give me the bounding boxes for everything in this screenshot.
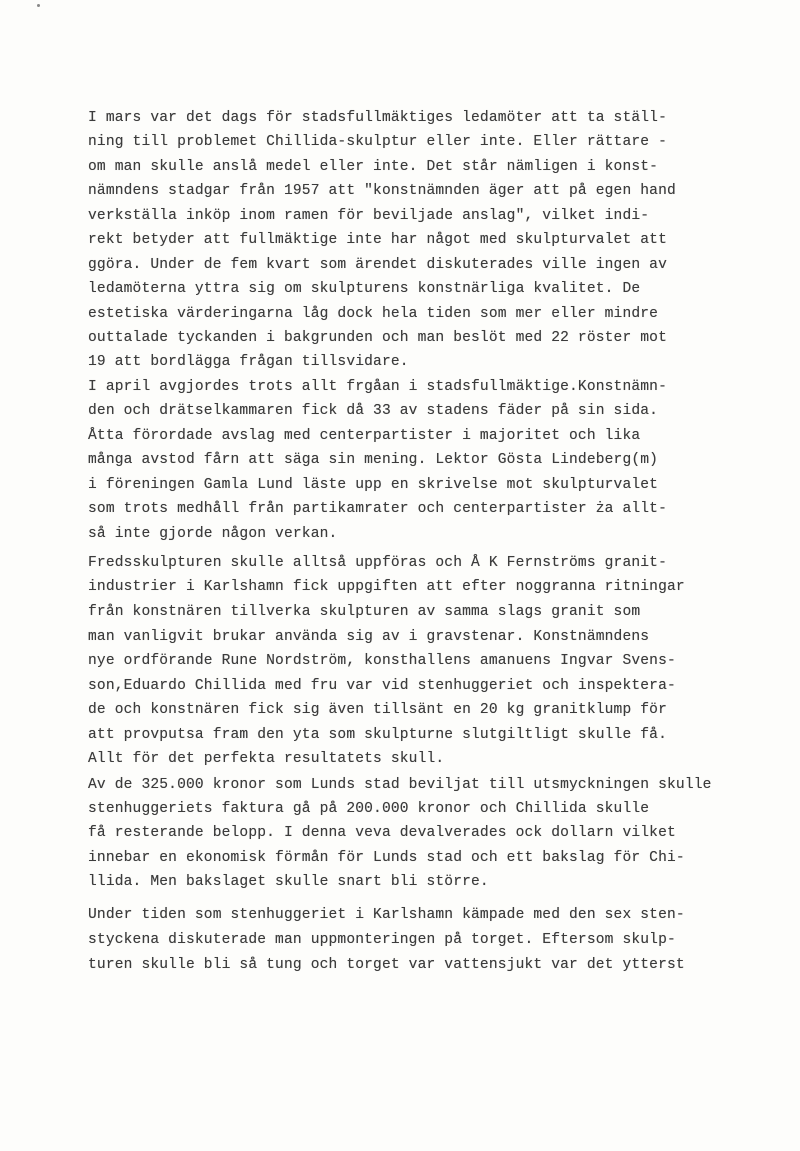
text-line: nämndens stadgar från 1957 att "konstnämnden äger att på egen hand: [88, 183, 676, 199]
text-line: om man skulle anslå medel eller inte. Det står nämligen i konst-: [88, 159, 659, 175]
text-line: Av de 325.000 kronor som Lunds stad beviljat till utsmyckningen skulle: [88, 777, 712, 793]
text-line: de och konstnären fick sig även tillsänt en 20 kg granitklump för: [88, 702, 667, 718]
text-line: ning till problemet Chillida-skulptur eller inte. Eller rättare -: [88, 134, 667, 150]
text-line: i föreningen Gamla Lund läste upp en skrivelse mot skulpturvalet: [88, 477, 659, 493]
text-line: turen skulle bli så tung och torget var vattensjukt var det ytterst: [88, 957, 685, 973]
text-line: man vanligvit brukar använda sig av i gravstenar. Konstnämndens: [88, 629, 650, 645]
text-line: verkställa inköp inom ramen för beviljade anslag", vilket indi-: [88, 208, 650, 224]
text-line: så inte gjorde någon verkan.: [88, 526, 338, 542]
paper-speck: [37, 4, 40, 7]
text-line: industrier i Karlshamn fick uppgiften att efter noggranna ritningar: [88, 579, 685, 595]
text-line: outtalade tyckanden i bakgrunden och man beslöt med 22 röster mot: [88, 330, 667, 346]
text-line: rekt betyder att fullmäktige inte har något med skulpturvalet att: [88, 232, 667, 248]
text-line: ledamöterna yttra sig om skulpturens konstnärliga kvalitet. De: [88, 281, 641, 297]
text-line: son,Eduardo Chillida med fru var vid stenhuggeriet och inspektera-: [88, 678, 676, 694]
text-line: nye ordförande Rune Nordström, konsthallens amanuens Ingvar Svens-: [88, 653, 676, 669]
text-line: I april avgjordes trots allt frgåan i stadsfullmäktige.Konstnämn-: [88, 379, 667, 395]
text-line: Fredsskulpturen skulle alltså uppföras och Å K Fernströms granit-: [88, 555, 667, 571]
text-line: få resterande belopp. I denna veva devalverades ock dollarn vilket: [88, 825, 676, 841]
text-line: den och drätselkammaren fick då 33 av stadens fäder på sin sida.: [88, 403, 659, 419]
text-line: som trots medhåll från partikamrater och centerpartister ża allt-: [88, 501, 667, 517]
text-line: ggöra. Under de fem kvart som ärendet diskuterades ville ingen av: [88, 257, 667, 273]
text-line: estetiska värderingarna låg dock hela tiden som mer eller mindre: [88, 306, 659, 322]
text-line: att provputsa fram den yta som skulpturne slutgiltligt skulle få.: [88, 727, 667, 743]
text-line: llida. Men bakslaget skulle snart bli större.: [88, 874, 489, 890]
text-line: styckena diskuterade man uppmonteringen på torget. Eftersom skulp-: [88, 932, 676, 948]
text-line: Under tiden som stenhuggeriet i Karlshamn kämpade med den sex sten-: [88, 907, 685, 923]
text-line: innebar en ekonomisk förmån för Lunds stad och ett bakslag för Chi-: [88, 850, 685, 866]
text-line: stenhuggeriets faktura gå på 200.000 kronor och Chillida skulle: [88, 801, 650, 817]
text-line: Allt för det perfekta resultatets skull.: [88, 751, 445, 767]
text-line: 19 att bordlägga frågan tillsvidare.: [88, 354, 409, 370]
text-line: många avstod fårn att säga sin mening. Lektor Gösta Lindeberg(m): [88, 452, 659, 468]
text-line: Åtta förordade avslag med centerpartister i majoritet och lika: [88, 428, 641, 444]
text-line: från konstnären tillverka skulpturen av samma slags granit som: [88, 604, 641, 620]
text-line: I mars var det dags för stadsfullmäktiges ledamöter att ta ställ-: [88, 110, 667, 126]
